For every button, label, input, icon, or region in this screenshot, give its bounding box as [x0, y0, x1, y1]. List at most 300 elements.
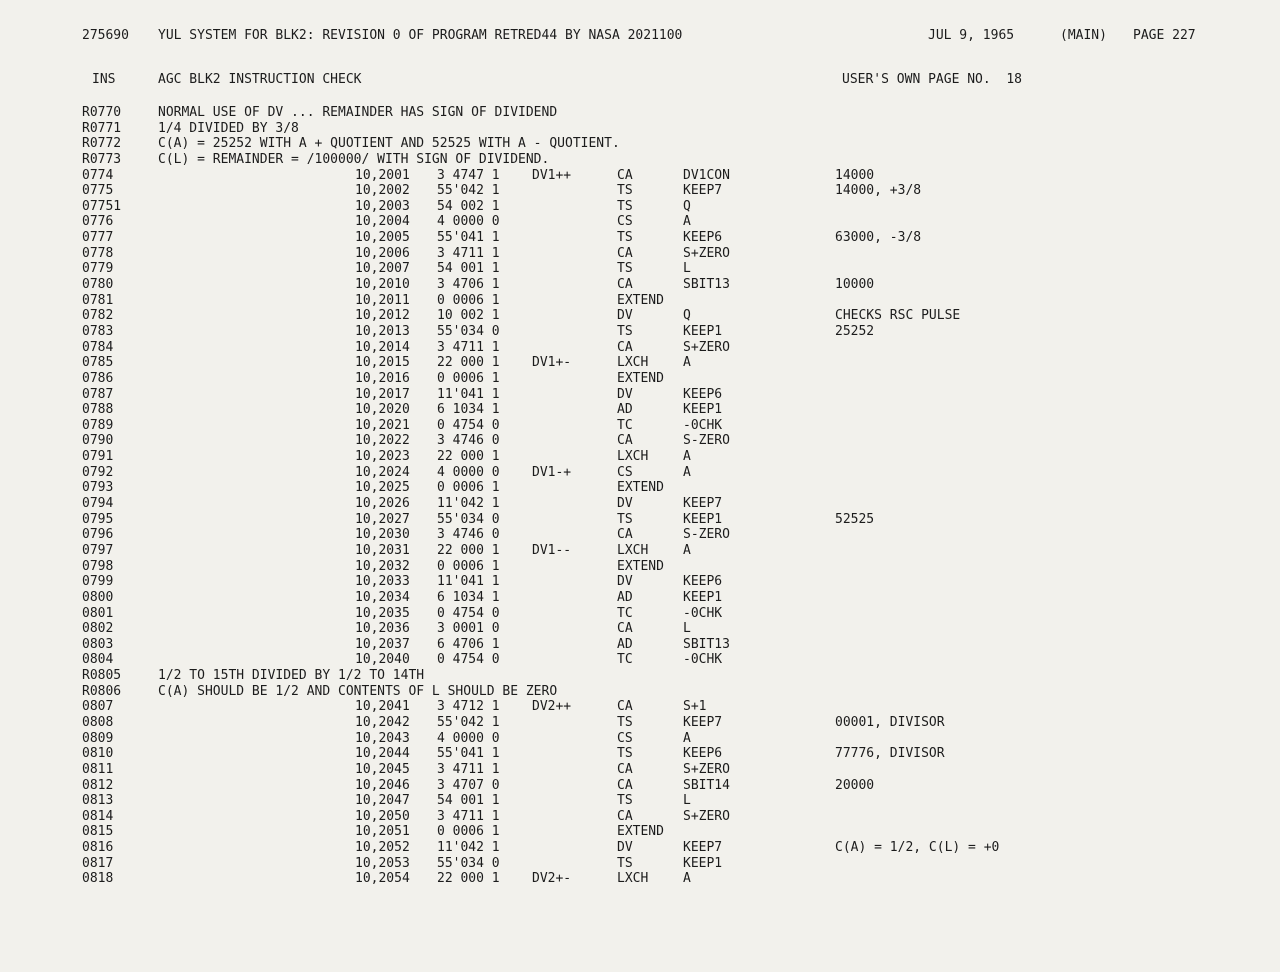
listing-row	[0, 715, 1280, 731]
address: 10,2037	[355, 636, 410, 652]
listing-row	[0, 840, 1280, 856]
object-code: 0 0006 1	[437, 558, 500, 574]
object-code: 4 0000 0	[437, 730, 500, 746]
operand: L	[683, 261, 691, 277]
line-number: 0774	[82, 167, 114, 183]
listing-row	[0, 261, 1280, 277]
listing-row	[0, 856, 1280, 872]
line-number: 0795	[82, 511, 114, 527]
address: 10,2043	[355, 730, 410, 746]
opcode: TS	[617, 261, 633, 277]
operand: L	[683, 793, 691, 809]
listing-row	[0, 340, 1280, 356]
line-number: 0781	[82, 292, 114, 308]
line-number: R0806	[82, 683, 122, 699]
opcode: CA	[617, 621, 633, 637]
line-number: 0779	[82, 261, 114, 277]
opcode: DV	[617, 496, 633, 512]
listing-row	[0, 559, 1280, 575]
listing-row	[0, 121, 1280, 137]
operand: A	[683, 214, 691, 230]
line-number: 0799	[82, 574, 114, 590]
object-code: 3 0001 0	[437, 621, 500, 637]
address: 10,2054	[355, 871, 410, 887]
opcode: LXCH	[617, 355, 649, 371]
object-code: 11'042 1	[437, 496, 500, 512]
object-code: 0 4754 0	[437, 417, 500, 433]
line-number: 0817	[82, 855, 114, 871]
line-number: 0778	[82, 245, 114, 261]
operand: SBIT13	[683, 636, 730, 652]
line-number: R0773	[82, 151, 122, 167]
listing-row	[0, 465, 1280, 481]
operand: L	[683, 621, 691, 637]
listing-row	[0, 871, 1280, 887]
remark: 63000, -3/8	[835, 230, 922, 246]
address: 10,2051	[355, 824, 410, 840]
operand: KEEP7	[683, 496, 723, 512]
line-number: 0775	[82, 183, 114, 199]
operand: S+ZERO	[683, 761, 730, 777]
object-code: 11'042 1	[437, 840, 500, 856]
line-number: 0789	[82, 417, 114, 433]
listing-row	[0, 621, 1280, 637]
address: 10,2005	[355, 230, 410, 246]
operand: A	[683, 871, 691, 887]
operand: S-ZERO	[683, 433, 730, 449]
line-number: 0790	[82, 433, 114, 449]
line-number: 0810	[82, 746, 114, 762]
address: 10,2046	[355, 777, 410, 793]
opcode: TS	[617, 855, 633, 871]
opcode: AD	[617, 402, 633, 418]
address: 10,2021	[355, 417, 410, 433]
object-code: 0 4754 0	[437, 605, 500, 621]
line-number: 0814	[82, 808, 114, 824]
operand: -0CHK	[683, 605, 723, 621]
object-code: 55'034 0	[437, 511, 500, 527]
listing-row	[0, 527, 1280, 543]
listing-row	[0, 809, 1280, 825]
line-number: 0813	[82, 793, 114, 809]
listing-row	[0, 293, 1280, 309]
line-number: 0783	[82, 323, 114, 339]
opcode: EXTEND	[617, 370, 664, 386]
operand: S+ZERO	[683, 245, 730, 261]
operand: KEEP7	[683, 714, 723, 730]
object-code: 0 0006 1	[437, 292, 500, 308]
object-code: 22 000 1	[437, 542, 500, 558]
listing-row	[0, 105, 1280, 121]
object-code: 6 4706 1	[437, 636, 500, 652]
line-number: 0802	[82, 621, 114, 637]
address: 10,2047	[355, 793, 410, 809]
line-number: 07751	[82, 198, 122, 214]
opcode: TS	[617, 714, 633, 730]
operand: A	[683, 542, 691, 558]
listing-row	[0, 214, 1280, 230]
operand: KEEP6	[683, 574, 723, 590]
address: 10,2033	[355, 574, 410, 590]
object-code: 4 0000 0	[437, 464, 500, 480]
address: 10,2016	[355, 370, 410, 386]
object-code: 3 4711 1	[437, 245, 500, 261]
remark: 14000	[835, 167, 875, 183]
line-number: 0808	[82, 714, 114, 730]
object-code: 11'041 1	[437, 574, 500, 590]
address: 10,2044	[355, 746, 410, 762]
symbol-label: DV2+-	[532, 871, 572, 887]
listing-row	[0, 183, 1280, 199]
operand: KEEP1	[683, 323, 723, 339]
listing-date: JUL 9, 1965	[928, 28, 1015, 43]
opcode: CA	[617, 433, 633, 449]
opcode: CA	[617, 808, 633, 824]
listing-row	[0, 418, 1280, 434]
line-number: 0784	[82, 339, 114, 355]
address: 10,2052	[355, 840, 410, 856]
object-code: 3 4706 1	[437, 277, 500, 293]
operand: DV1CON	[683, 167, 730, 183]
operand: Q	[683, 308, 691, 324]
opcode: TS	[617, 746, 633, 762]
line-number: 0780	[82, 277, 114, 293]
object-code: 55'041 1	[437, 230, 500, 246]
address: 10,2017	[355, 386, 410, 402]
object-code: 11'041 1	[437, 386, 500, 402]
listing-row	[0, 496, 1280, 512]
listing-row	[0, 449, 1280, 465]
operand: SBIT13	[683, 277, 730, 293]
listing-row	[0, 308, 1280, 324]
ins-label: INS	[92, 72, 116, 87]
object-code: 3 4712 1	[437, 699, 500, 715]
opcode: TC	[617, 652, 633, 668]
address: 10,2007	[355, 261, 410, 277]
operand: SBIT14	[683, 777, 730, 793]
opcode: EXTEND	[617, 480, 664, 496]
address: 10,2006	[355, 245, 410, 261]
comment-text: 1/4 DIVIDED BY 3/8	[158, 120, 299, 136]
comment-text: C(L) = REMAINDER = /100000/ WITH SIGN OF DIVIDEND.	[158, 151, 550, 167]
opcode: EXTEND	[617, 558, 664, 574]
system-title: YUL SYSTEM FOR BLK2: REVISION 0 OF PROGRAM RETRED44 BY NASA 2021100	[158, 28, 683, 43]
opcode: CA	[617, 245, 633, 261]
opcode: TS	[617, 183, 633, 199]
object-code: 6 1034 1	[437, 402, 500, 418]
opcode: CS	[617, 214, 633, 230]
operand: S+1	[683, 699, 707, 715]
address: 10,2024	[355, 464, 410, 480]
symbol-label: DV1-+	[532, 464, 572, 480]
remark: CHECKS RSC PULSE	[835, 308, 961, 324]
line-number: 0811	[82, 761, 114, 777]
address: 10,2025	[355, 480, 410, 496]
code-listing	[0, 105, 1280, 887]
opcode: TS	[617, 323, 633, 339]
object-code: 3 4711 1	[437, 339, 500, 355]
line-number: 0786	[82, 370, 114, 386]
line-number: 0791	[82, 449, 114, 465]
opcode: TS	[617, 793, 633, 809]
operand: KEEP7	[683, 183, 723, 199]
opcode: CA	[617, 339, 633, 355]
symbol-label: DV1+-	[532, 355, 572, 371]
object-code: 4 0000 0	[437, 214, 500, 230]
address: 10,2026	[355, 496, 410, 512]
listing-row	[0, 652, 1280, 668]
address: 10,2022	[355, 433, 410, 449]
opcode: CA	[617, 777, 633, 793]
comment-text: NORMAL USE OF DV ... REMAINDER HAS SIGN OF DIVIDEND	[158, 105, 558, 120]
listing-row	[0, 762, 1280, 778]
object-code: 6 1034 1	[437, 589, 500, 605]
opcode: TS	[617, 230, 633, 246]
line-number: 0801	[82, 605, 114, 621]
address: 10,2036	[355, 621, 410, 637]
object-code: 55'042 1	[437, 714, 500, 730]
line-number: 0792	[82, 464, 114, 480]
line-number: 0794	[82, 496, 114, 512]
opcode: CA	[617, 699, 633, 715]
operand: S+ZERO	[683, 808, 730, 824]
opcode: DV	[617, 574, 633, 590]
line-number: 0788	[82, 402, 114, 418]
object-code: 54 001 1	[437, 793, 500, 809]
opcode: EXTEND	[617, 824, 664, 840]
listing-row	[0, 699, 1280, 715]
listing-row	[0, 199, 1280, 215]
listing-row	[0, 731, 1280, 747]
address: 10,2040	[355, 652, 410, 668]
listing-row	[0, 246, 1280, 262]
operand: KEEP6	[683, 386, 723, 402]
address: 10,2045	[355, 761, 410, 777]
address: 10,2041	[355, 699, 410, 715]
operand: A	[683, 730, 691, 746]
remark: 00001, DIVISOR	[835, 714, 945, 730]
opcode: CS	[617, 464, 633, 480]
listing-row	[0, 684, 1280, 700]
opcode: DV	[617, 840, 633, 856]
operand: Q	[683, 198, 691, 214]
operand: A	[683, 464, 691, 480]
listing-row	[0, 230, 1280, 246]
object-code: 55'041 1	[437, 746, 500, 762]
line-number: R0805	[82, 668, 122, 684]
opcode: TS	[617, 198, 633, 214]
object-code: 55'042 1	[437, 183, 500, 199]
address: 10,2031	[355, 542, 410, 558]
object-code: 22 000 1	[437, 871, 500, 887]
object-code: 3 4746 0	[437, 433, 500, 449]
symbol-label: DV1++	[532, 167, 572, 183]
opcode: TS	[617, 511, 633, 527]
operand: KEEP7	[683, 840, 723, 856]
remark: C(A) = 1/2, C(L) = +0	[835, 840, 1000, 856]
line-number: 0809	[82, 730, 114, 746]
listing-row	[0, 590, 1280, 606]
object-code: 3 4711 1	[437, 808, 500, 824]
remark: 14000, +3/8	[835, 183, 922, 199]
address: 10,2034	[355, 589, 410, 605]
object-code: 54 001 1	[437, 261, 500, 277]
opcode: DV	[617, 386, 633, 402]
opcode: AD	[617, 636, 633, 652]
line-number: 0798	[82, 558, 114, 574]
listing-row	[0, 136, 1280, 152]
address: 10,2032	[355, 558, 410, 574]
remark: 10000	[835, 277, 875, 293]
object-code: 3 4711 1	[437, 761, 500, 777]
opcode: CA	[617, 761, 633, 777]
address: 10,2010	[355, 277, 410, 293]
line-number: R0770	[82, 105, 122, 120]
remark: 25252	[835, 323, 875, 339]
operand: A	[683, 355, 691, 371]
line-number: 0777	[82, 230, 114, 246]
address: 10,2053	[355, 855, 410, 871]
operand: A	[683, 449, 691, 465]
listing-row	[0, 778, 1280, 794]
symbol-label: DV2++	[532, 699, 572, 715]
listing-row	[0, 746, 1280, 762]
operand: KEEP1	[683, 511, 723, 527]
listing-row	[0, 277, 1280, 293]
address: 10,2035	[355, 605, 410, 621]
opcode: EXTEND	[617, 292, 664, 308]
object-code: 0 0006 1	[437, 480, 500, 496]
comment-text: 1/2 TO 15TH DIVIDED BY 1/2 TO 14TH	[158, 668, 425, 684]
listing-row	[0, 387, 1280, 403]
operand: KEEP1	[683, 402, 723, 418]
job-number: 275690	[82, 28, 129, 43]
object-code: 22 000 1	[437, 449, 500, 465]
object-code: 55'034 0	[437, 855, 500, 871]
object-code: 0 0006 1	[437, 824, 500, 840]
object-code: 54 002 1	[437, 198, 500, 214]
operand: KEEP6	[683, 230, 723, 246]
operand: S-ZERO	[683, 527, 730, 543]
opcode: AD	[617, 589, 633, 605]
comment-text: C(A) = 25252 WITH A + QUOTIENT AND 52525 WITH A - QUOTIENT.	[158, 136, 620, 152]
line-number: 0818	[82, 871, 114, 887]
listing-section: (MAIN)	[1060, 28, 1107, 43]
listing-row	[0, 668, 1280, 684]
listing-row	[0, 480, 1280, 496]
address: 10,2023	[355, 449, 410, 465]
operand: -0CHK	[683, 417, 723, 433]
listing-row	[0, 637, 1280, 653]
line-number: 0803	[82, 636, 114, 652]
address: 10,2002	[355, 183, 410, 199]
listing-row	[0, 371, 1280, 387]
line-number: 0807	[82, 699, 114, 715]
operand: S+ZERO	[683, 339, 730, 355]
opcode: CA	[617, 527, 633, 543]
line-number: 0782	[82, 308, 114, 324]
line-number: 0804	[82, 652, 114, 668]
opcode: LXCH	[617, 449, 649, 465]
symbol-label: DV1--	[532, 542, 572, 558]
address: 10,2020	[355, 402, 410, 418]
opcode: CA	[617, 277, 633, 293]
opcode: LXCH	[617, 542, 649, 558]
object-code: 55'034 0	[437, 323, 500, 339]
operand: -0CHK	[683, 652, 723, 668]
listing-row	[0, 152, 1280, 168]
remark: 52525	[835, 511, 875, 527]
object-code: 0 0006 1	[437, 370, 500, 386]
operand: KEEP6	[683, 746, 723, 762]
address: 10,2015	[355, 355, 410, 371]
object-code: 10 002 1	[437, 308, 500, 324]
line-number: 0776	[82, 214, 114, 230]
opcode: DV	[617, 308, 633, 324]
line-number: 0812	[82, 777, 114, 793]
opcode: TC	[617, 417, 633, 433]
address: 10,2003	[355, 198, 410, 214]
address: 10,2012	[355, 308, 410, 324]
line-number: 0793	[82, 480, 114, 496]
opcode: TC	[617, 605, 633, 621]
line-number: 0785	[82, 355, 114, 371]
opcode: CS	[617, 730, 633, 746]
line-number: 0797	[82, 542, 114, 558]
line-number: 0815	[82, 824, 114, 840]
remark: 77776, DIVISOR	[835, 746, 945, 762]
listing-row	[0, 574, 1280, 590]
listing-row	[0, 606, 1280, 622]
line-number: R0771	[82, 120, 122, 136]
address: 10,2027	[355, 511, 410, 527]
line-number: R0772	[82, 136, 122, 152]
object-code: 3 4746 0	[437, 527, 500, 543]
line-number: 0796	[82, 527, 114, 543]
listing-row	[0, 793, 1280, 809]
listing-row	[0, 402, 1280, 418]
line-number: 0800	[82, 589, 114, 605]
comment-text: C(A) SHOULD BE 1/2 AND CONTENTS OF L SHOULD BE ZERO	[158, 683, 558, 699]
listing-row	[0, 355, 1280, 371]
line-number: 0816	[82, 840, 114, 856]
address: 10,2014	[355, 339, 410, 355]
remark: 20000	[835, 777, 875, 793]
address: 10,2042	[355, 714, 410, 730]
listing-row	[0, 824, 1280, 840]
listing-row	[0, 512, 1280, 528]
opcode: LXCH	[617, 871, 649, 887]
object-code: 3 4747 1	[437, 167, 500, 183]
listing-title: AGC BLK2 INSTRUCTION CHECK	[158, 72, 362, 87]
page-number: PAGE 227	[1133, 28, 1196, 43]
address: 10,2050	[355, 808, 410, 824]
users-own-page: USER'S OWN PAGE NO. 18	[842, 72, 1023, 87]
object-code: 0 4754 0	[437, 652, 500, 668]
object-code: 22 000 1	[437, 355, 500, 371]
listing-row	[0, 433, 1280, 449]
listing-row	[0, 324, 1280, 340]
address: 10,2030	[355, 527, 410, 543]
address: 10,2001	[355, 167, 410, 183]
address: 10,2013	[355, 323, 410, 339]
listing-row	[0, 543, 1280, 559]
address: 10,2004	[355, 214, 410, 230]
opcode: CA	[617, 167, 633, 183]
line-number: 0787	[82, 386, 114, 402]
operand: KEEP1	[683, 855, 723, 871]
operand: KEEP1	[683, 589, 723, 605]
